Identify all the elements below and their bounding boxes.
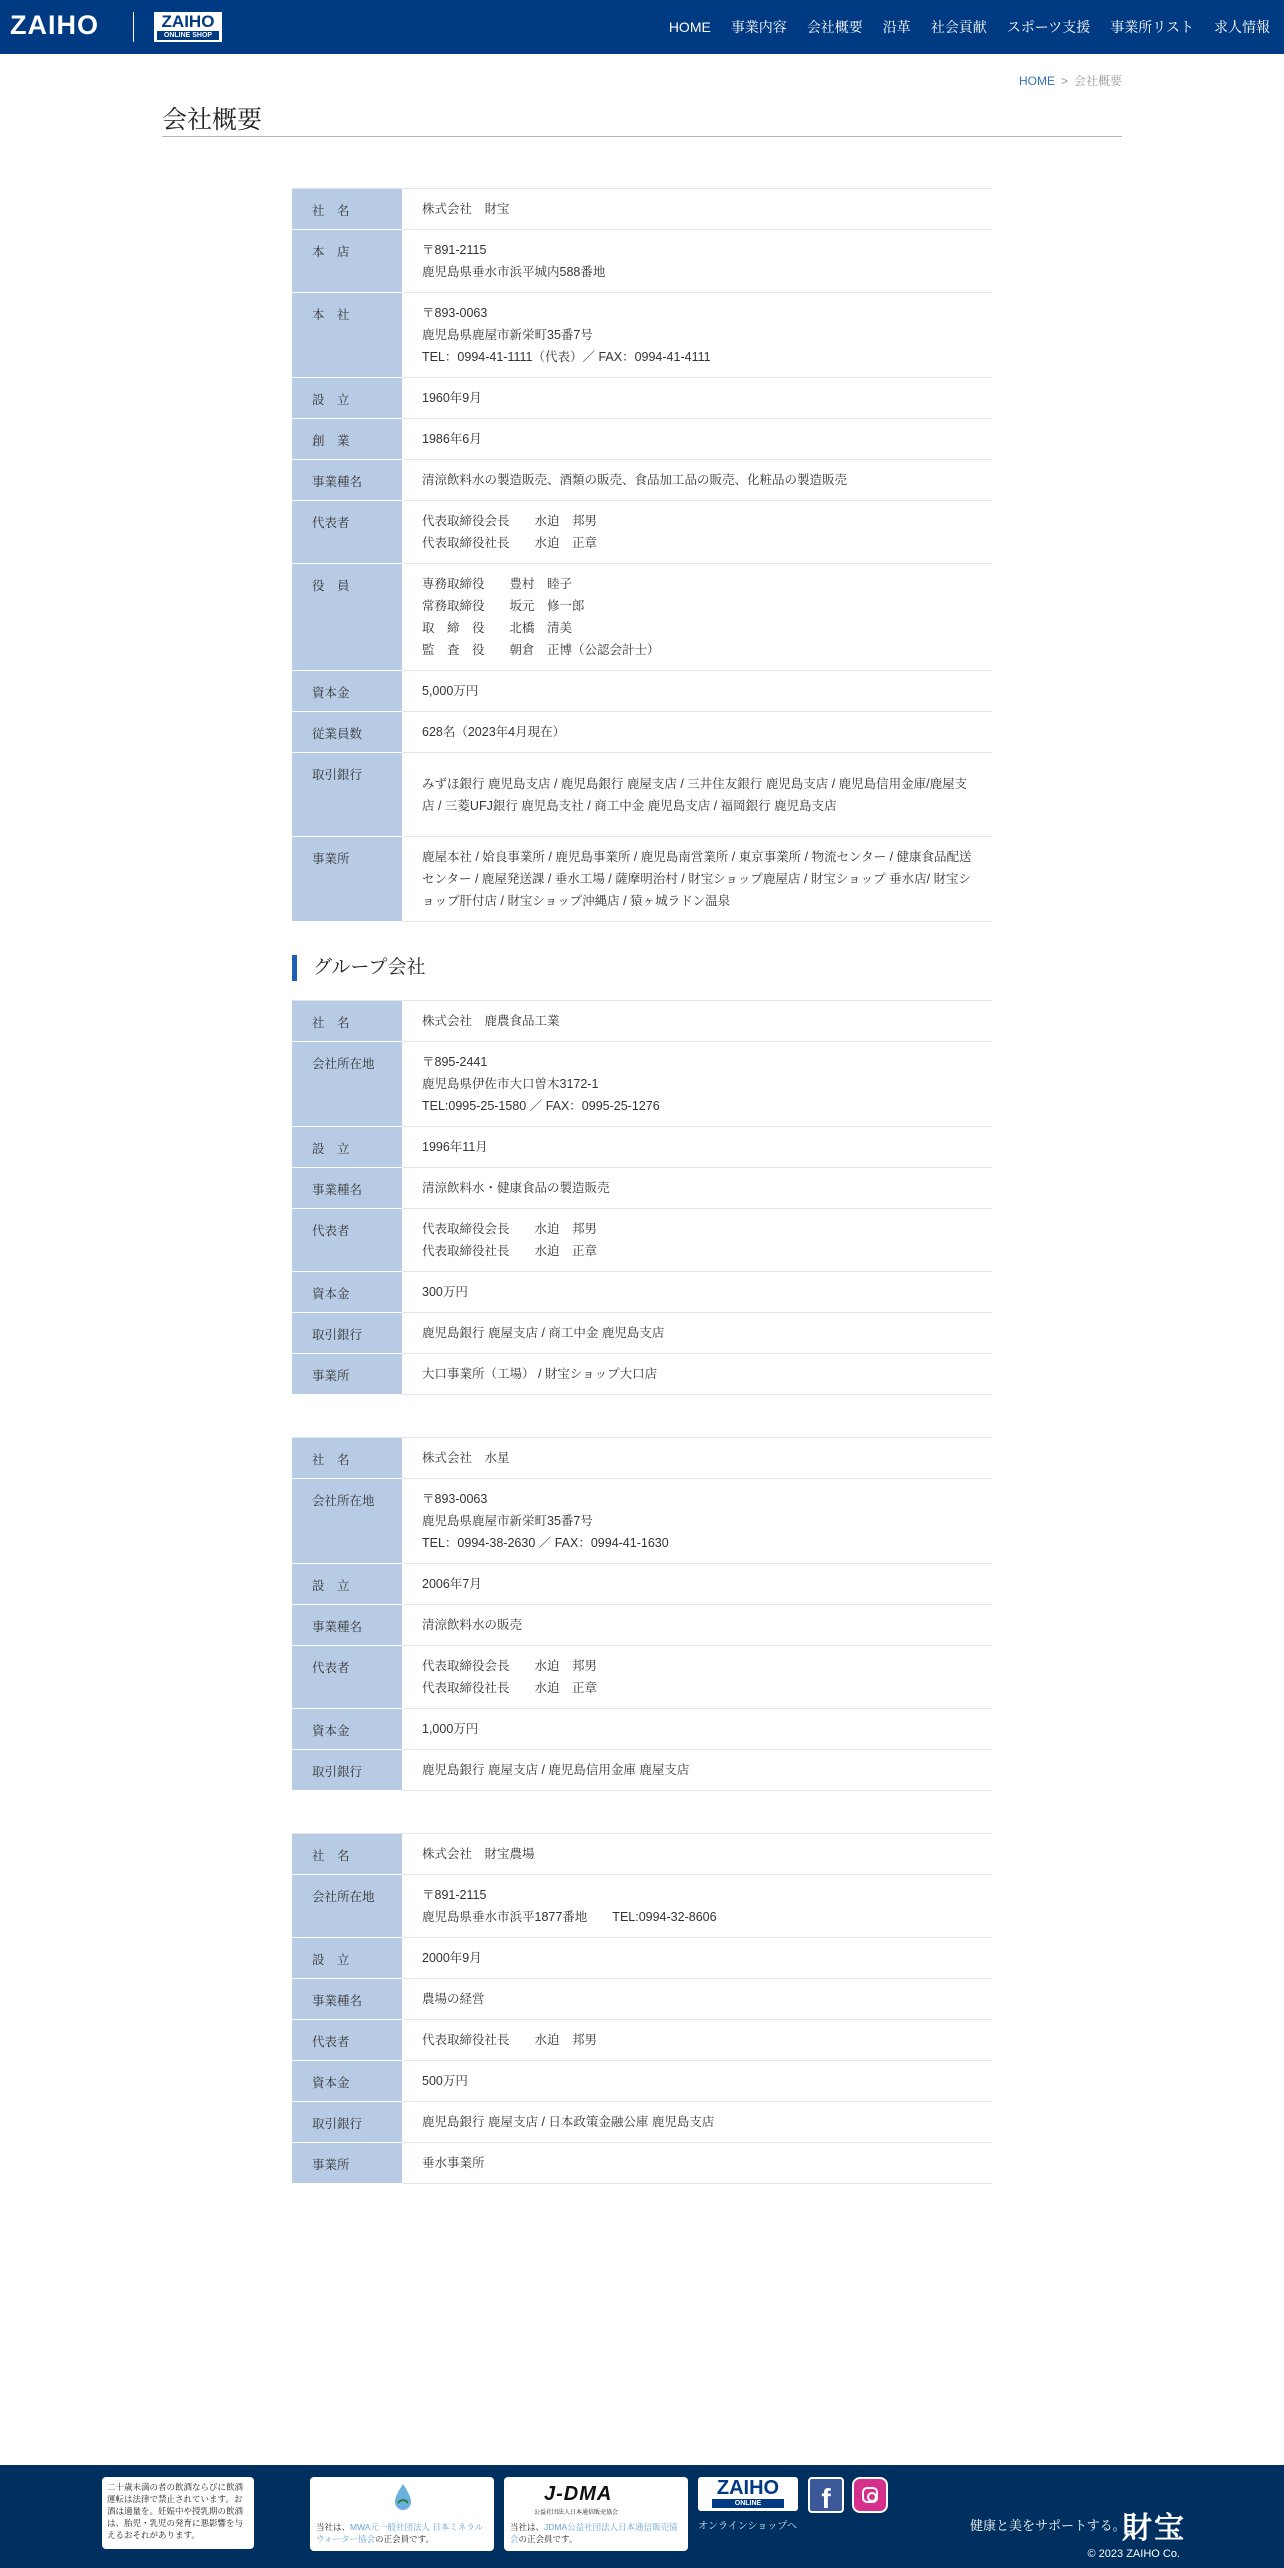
row-label: 会社所在地 [292,1479,402,1564]
table-row [292,230,992,293]
table-row [292,2061,992,2102]
page-title: 会社概要 [162,106,263,134]
mwa-logo-icon [392,2483,414,2513]
row-value [402,1834,992,1875]
table-row [292,1042,992,1127]
row-value-line: TEL：0994-38-2630 ／ FAX：0994-41-1630 [422,1536,669,1550]
row-value-line: 1996年11月 [422,1140,488,1154]
jdma-note [510,2521,682,2545]
row-value-line: 監 査 役 朝倉 正博（公認会計士） [422,643,660,657]
row-value-line: 株式会社 水星 [422,1451,510,1465]
row-label: 設 立 [292,1564,402,1605]
jdma-link[interactable]: JDMA公益社団法人日本通信販売協会 [510,2522,678,2544]
row-label: 事業所 [292,2143,402,2184]
group-company-table-3 [292,1833,992,2184]
row-label: 代表者 [292,1209,402,1272]
row-value [402,1709,992,1750]
row-value [402,2102,992,2143]
row-value [402,1209,992,1272]
row-label: 設 立 [292,378,402,419]
table-row [292,1272,992,1313]
row-label: 従業員数 [292,712,402,753]
row-value [402,501,992,564]
row-value [402,1479,992,1564]
logo-divider [133,12,134,42]
mwa-note-post: の正会員です。 [375,2534,434,2544]
nav-recruit[interactable]: 求人情報 [1214,19,1270,35]
title-underline [162,136,1122,137]
row-label: 役 員 [292,564,402,671]
row-value-text: みずほ銀行 鹿児島支店 / 鹿児島銀行 鹿屋支店 / 三井住友銀行 鹿児島支店 / 鹿児島信用金庫/鹿屋支店 / 三菱UFJ銀行 鹿児島支社 / 商工中金 鹿児島支店 / 福岡銀行 鹿児島支店 [422,776,968,813]
row-label: 社 名 [292,1438,402,1479]
row-value-line: 鹿児島銀行 鹿屋支店 / 鹿児島信用金庫 鹿屋支店 [422,1763,690,1777]
alcohol-warning: 二十歳未満の者の飲酒ならびに飲酒運転は法律で禁止されています。お酒は適量を。妊娠中や授乳期の飲酒は、胎児・乳児の発育に悪影響を与えるおそれがあります。 [102,2477,254,2549]
row-value [402,1313,992,1354]
row-label: 本 社 [292,293,402,378]
table-row [292,1168,992,1209]
online-shop-footer-button[interactable] [698,2477,798,2511]
mwa-membership-badge[interactable] [310,2477,494,2551]
zaiho-logo[interactable]: ZAIHO [10,10,99,40]
footer-brand-logo: 財宝 [1122,2511,1186,2546]
row-value-line: 農場の経営 [422,1992,485,2006]
table-row [292,2102,992,2143]
breadcrumb-home[interactable]: HOME [1018,74,1055,88]
table-row [292,712,992,753]
row-value-line: 〒893-0063 [422,1492,488,1506]
row-label: 代表者 [292,2020,402,2061]
table-row [292,1564,992,1605]
row-value [402,419,992,460]
row-value-line: 代表取締役会長 水迫 邦男 [422,1222,598,1236]
row-value-line: 鹿児島県鹿屋市新栄町35番7号 [422,328,593,342]
instagram-icon-ring [862,2487,878,2503]
row-value [402,1127,992,1168]
row-value-line: 代表取締役会長 水迫 邦男 [422,1659,598,1673]
row-value [402,1750,992,1791]
nav-home[interactable]: HOME [668,19,711,35]
nav-history[interactable]: 沿革 [882,19,911,35]
table-row [292,293,992,378]
row-value [402,1564,992,1605]
nav-business[interactable]: 事業内容 [730,19,787,35]
row-label: 取引銀行 [292,753,402,837]
row-value [402,671,992,712]
online-shop-footer-label[interactable]: オンラインショップへ [698,2521,798,2532]
row-label: 事業種名 [292,1168,402,1209]
row-value [402,564,992,671]
row-value [402,753,992,837]
row-value-line: TEL：0994-41-1111（代表）／ FAX：0994-41-4111 [422,350,711,364]
breadcrumb-separator: > [1060,74,1068,88]
row-label: 代表者 [292,1646,402,1709]
table-row [292,1479,992,1564]
row-value-line: 〒893-0063 [422,306,488,320]
row-label: 資本金 [292,1709,402,1750]
row-label: 資本金 [292,1272,402,1313]
row-value-line: 清涼飲料水の販売 [422,1618,523,1632]
row-value [402,1605,992,1646]
jdma-logo-subtitle: 公益社団法人日本通信販売協会 [534,2510,619,2516]
breadcrumb-current: 会社概要 [1073,74,1122,88]
row-value-line: 2006年7月 [422,1577,482,1591]
row-value [402,1168,992,1209]
table-row [292,1750,992,1791]
row-value-text: 鹿屋本社 / 姶良事業所 / 鹿児島事業所 / 鹿児島南営業所 / 東京事業所 / 物流センター / 健康食品配送センター / 鹿屋発送課 / 垂水工場 / 薩摩明治村 / 財宝ショップ鹿屋店 / 財宝ショップ 垂水店/ 財宝ショップ肝付店 / 財宝ショップ沖縄店 / 猿ヶ城ラドン温泉 [422,850,972,908]
row-value [402,1875,992,1938]
row-value-line: 鹿児島県鹿屋市新栄町35番7号 [422,1514,593,1528]
row-value-line: 代表取締役会長 水迫 邦男 [422,514,598,528]
row-label: 会社所在地 [292,1042,402,1127]
row-value-line: 専務取締役 豊村 睦子 [422,577,573,591]
group-section-title: グループ会社 [292,955,425,981]
row-label: 事業所 [292,837,402,922]
table-row [292,1354,992,1395]
table-row [292,1709,992,1750]
row-value-line: 5,000万円 [422,684,479,698]
table-row [292,1209,992,1272]
row-value-line: TEL:0995-25-1580 ／ FAX：0995-25-1276 [422,1099,660,1113]
row-value-line: 2000年9月 [422,1951,482,1965]
row-value-line: 代表取締役社長 水迫 正章 [422,536,598,550]
row-label: 設 立 [292,1127,402,1168]
mwa-note-pre: 当社は、 [316,2522,351,2532]
table-row [292,189,992,230]
row-value [402,2020,992,2061]
online-shop-footer-subtitle: ONLINE [712,2499,784,2508]
row-value-line: 常務取締役 坂元 修一郎 [422,599,585,613]
row-value-line: 鹿児島県垂水市浜平城内588番地 [422,265,606,279]
row-value-line: 鹿児島県伊佐市大口曽木3172-1 [422,1077,599,1091]
jdma-note-post: の正会員です。 [518,2534,578,2544]
row-value-line: 〒891-2115 [422,243,487,257]
table-row [292,753,992,837]
row-label: 代表者 [292,501,402,564]
company-info-table [292,188,992,922]
row-label: 取引銀行 [292,2102,402,2143]
table-row [292,1313,992,1354]
row-value-line: 628名（2023年4月現在） [422,725,566,739]
table-row [292,460,992,501]
row-value-line: 大口事業所（工場） / 財宝ショップ大口店 [422,1367,658,1381]
table-row [292,1605,992,1646]
table-row [292,837,992,922]
jdma-membership-badge[interactable] [504,2477,688,2551]
row-value [402,1272,992,1313]
row-value [402,1646,992,1709]
table-row [292,378,992,419]
row-value-line: 株式会社 財宝農場 [422,1847,535,1861]
row-label: 会社所在地 [292,1875,402,1938]
row-label: 社 名 [292,1001,402,1042]
row-value-line: 代表取締役社長 水迫 正章 [422,1681,598,1695]
mwa-link[interactable]: MWA元一般社団法人 日本ミネラルウォーター協会 [316,2522,484,2544]
row-label: 事業種名 [292,1605,402,1646]
table-row [292,1875,992,1938]
row-value-line: 株式会社 鹿農食品工業 [422,1014,560,1028]
main-nav [649,0,1270,54]
row-label: 資本金 [292,671,402,712]
table-row [292,1834,992,1875]
group-company-table-2 [292,1437,992,1791]
online-shop-logo[interactable] [154,12,222,42]
row-value [402,712,992,753]
row-label: 設 立 [292,1938,402,1979]
row-value-line: 株式会社 財宝 [422,202,510,216]
row-value-line: 清涼飲料水の製造販売、酒類の販売、食品加工品の販売、化粧品の製造販売 [422,473,848,487]
table-row [292,1646,992,1709]
nav-sports[interactable]: スポーツ支援 [1006,19,1091,35]
instagram-icon[interactable] [852,2477,888,2513]
row-value [402,230,992,293]
row-value [402,1354,992,1395]
table-row [292,501,992,564]
row-value [402,1438,992,1479]
row-value-line: 1,000万円 [422,1722,479,1736]
nav-company[interactable]: 会社概要 [806,19,863,35]
row-value [402,2061,992,2102]
row-value [402,1938,992,1979]
row-value-line: 清涼飲料水・健康食品の製造販売 [422,1181,610,1195]
online-shop-footer-title: ZAIHO [716,2477,780,2499]
row-value [402,293,992,378]
row-label: 資本金 [292,2061,402,2102]
row-value [402,1001,992,1042]
row-value-line: 〒895-2441 [422,1055,488,1069]
mwa-note [316,2521,488,2545]
breadcrumb [1019,72,1122,89]
row-value-line: 代表取締役社長 水迫 正章 [422,1244,598,1258]
row-value-line: 1960年9月 [422,391,482,405]
table-row [292,1127,992,1168]
row-value-line: 500万円 [422,2074,468,2088]
row-label: 事業種名 [292,1979,402,2020]
table-row [292,1979,992,2020]
row-label: 社 名 [292,189,402,230]
row-value-line: 取 締 役 北橋 清美 [422,621,573,635]
row-label: 創 業 [292,419,402,460]
site-header [0,0,1284,54]
row-value [402,2143,992,2184]
row-label: 本 店 [292,230,402,293]
row-value-line: 鹿児島銀行 鹿屋支店 / 商工中金 鹿児島支店 [422,1326,665,1340]
row-value [402,1979,992,2020]
row-value-line: 1986年6月 [422,432,482,446]
table-row [292,1001,992,1042]
jdma-logo: J-DMA [544,2483,613,2505]
row-value [402,189,992,230]
row-value [402,837,992,922]
table-row [292,419,992,460]
table-row [292,1438,992,1479]
table-row [292,2143,992,2184]
table-row [292,2020,992,2061]
table-row [292,671,992,712]
row-value-line: 鹿児島銀行 鹿屋支店 / 日本政策金融公庫 鹿児島支店 [422,2115,715,2129]
online-shop-logo-subtitle: ONLINE SHOP [157,31,219,40]
row-label: 事業種名 [292,460,402,501]
row-label: 取引銀行 [292,1313,402,1354]
row-value [402,378,992,419]
site-footer [0,2465,1284,2568]
row-value [402,460,992,501]
table-row [292,564,992,671]
group-company-table-1 [292,1000,992,1395]
row-value [402,1042,992,1127]
nav-csr[interactable]: 社会貢献 [930,19,987,35]
row-value-line: 300万円 [422,1285,468,1299]
row-value-line: 〒891-2115 [422,1888,487,1902]
row-label: 取引銀行 [292,1750,402,1791]
facebook-icon[interactable]: f [808,2477,844,2513]
copyright: © 2023 ZAIHO Co. [1087,2548,1180,2560]
row-label: 社 名 [292,1834,402,1875]
nav-offices[interactable]: 事業所リスト [1110,19,1194,35]
table-row [292,1938,992,1979]
row-label: 事業所 [292,1354,402,1395]
row-value-line: 代表取締役社長 水迫 邦男 [422,2033,598,2047]
row-value-line: 垂水事業所 [422,2156,485,2170]
online-shop-logo-title: ZAIHO [161,12,215,31]
jdma-note-pre: 当社は、 [510,2522,545,2532]
footer-slogan: 健康と美をサポートする。 [970,2518,1126,2533]
row-value-line: 鹿児島県垂水市浜平1877番地 TEL:0994-32-8606 [422,1910,717,1924]
